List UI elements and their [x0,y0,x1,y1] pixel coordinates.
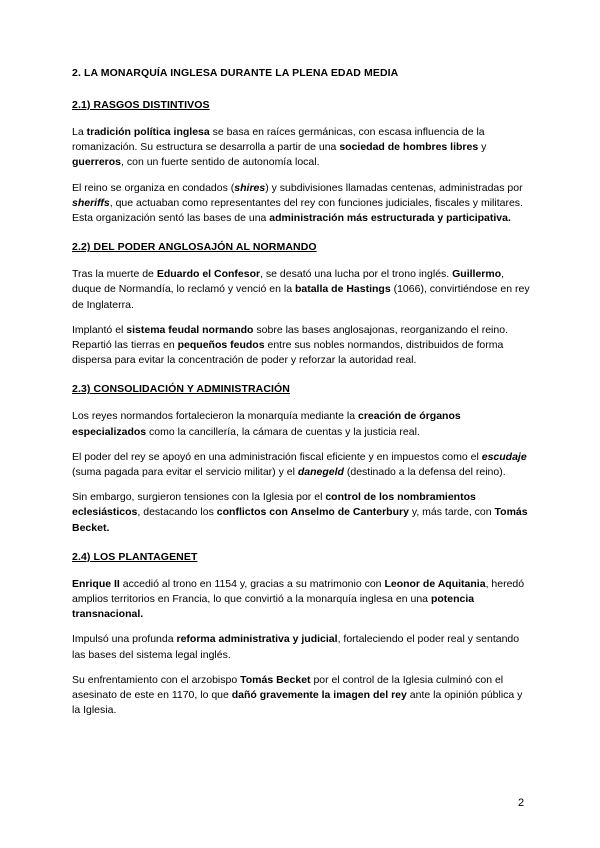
bold-text: Guillermo [452,268,502,281]
bold-text: shires [234,181,266,194]
section-heading: 2.4) LOS PLANTAGENET [72,550,198,563]
section-heading: 2.3) CONSOLIDACIÓN Y ADMINISTRACIÓN [72,383,290,396]
paragraph: Impulsó una profunda reforma administrativa y judicial, fortaleciendo el poder real y sentando las bases del sistema legal inglés. [72,633,520,661]
bold-text: Tomás Becket [240,673,311,686]
bold-text: sheriffs [72,196,110,209]
bold-text: batalla de Hastings [294,283,391,296]
bold-text: sociedad de hombres libres [339,141,479,154]
bold-text: administración más estructurada y participativa. [269,212,511,225]
paragraph: Su enfrentamiento con el arzobispo Tomás Becket por el control de la Iglesia culminó con el asesinato de este en 1170, lo que dañó gravemente la imagen del rey ante la opinión pública y la Iglesia. [72,673,523,717]
paragraph: La tradición política inglesa se basa en raíces germánicas, con escasa influencia de la romanización. Su estructura se desarrolla a partir de una sociedad de hombres libres y guerreros, con un fuerte sentido de autonomía local. [72,126,487,169]
sections-container [72,99,530,718]
bold-text: reforma administrativa y judicial [176,633,338,646]
bold-text: pequeños feudos [177,339,265,352]
bold-text: potencia transnacional. [72,593,475,621]
bold-text: Enrique II [72,577,120,590]
paragraph: El poder del rey se apoyó en una administración fiscal eficiente y en impuestos como el escudaje (suma pagada para evitar el servicio militar) y el danegeld (destinado a la defensa del reino). [72,450,527,479]
paragraph: Sin embargo, surgieron tensiones con la Iglesia por el control de los nombramientos eclesiásticos, destacando los conflictos con Anselmo de Canterbury y, más tarde, con Tomás Becket. [72,491,528,534]
page-number: 2 [518,797,525,809]
paragraph: Tras la muerte de Eduardo el Confesor, se desató una lucha por el trono inglés. Guillermo, duque de Normandía, lo reclamó y venció en la batalla de Hastings (1066), convirtiéndose en rey de Inglaterra. [72,268,530,311]
bold-text: control de los nombramientos eclesiásticos [72,491,476,519]
bold-text: Eduardo el Confesor [156,268,261,281]
bold-text: sistema feudal normando [126,323,254,336]
paragraph: Enrique II accedió al trono en 1154 y, gracias a su matrimonio con Leonor de Aquitania, heredó amplios territorios en Francia, lo que convirtió a la monarquía inglesa en una potencia transnacional. [72,577,525,621]
bold-text: creación de órganos especializados [72,410,461,438]
bold-text: Leonor de Aquitania [384,577,486,590]
bold-text: tradición política inglesa [86,126,210,138]
paragraph: Los reyes normandos fortalecieron la monarquía mediante la creación de órganos especializados como la cancillería, la cámara de cuentas y la justicia real. [72,410,461,438]
bold-text: danegeld [297,466,344,479]
bold-text: dañó gravemente la imagen del rey [231,689,407,702]
bold-text: escudaje [481,450,527,463]
paragraph: El reino se organiza en condados (shires) y subdivisiones llamadas centenas, administradas por sheriffs, que actuaban como representantes del rey con funciones judiciales, fiscales y militares. Esta organización sentó las bases de una administración más estructurada y participativa. [72,181,523,225]
bold-text: guerreros [72,156,122,169]
bold-text: conflictos con Anselmo de Canterbury [216,506,409,519]
document-body [72,67,530,733]
section-heading: 2.2) DEL PODER ANGLOSAJÓN AL NORMANDO [72,241,317,254]
paragraph: Implantó el sistema feudal normando sobre las bases anglosajonas, reorganizando el reino. Repartió las tierras en pequeños feudos entre sus nobles normandos, distribuidos de forma dispersa para evitar la concentración de poder y reforzar la autoridad real. [72,323,508,367]
section-heading: 2.1) RASGOS DISTINTIVOS [72,99,210,111]
bold-text: Tomás Becket. [72,506,528,534]
document-title: 2. LA MONARQUÍA INGLESA DURANTE LA PLENA EDAD MEDIA [72,67,399,79]
